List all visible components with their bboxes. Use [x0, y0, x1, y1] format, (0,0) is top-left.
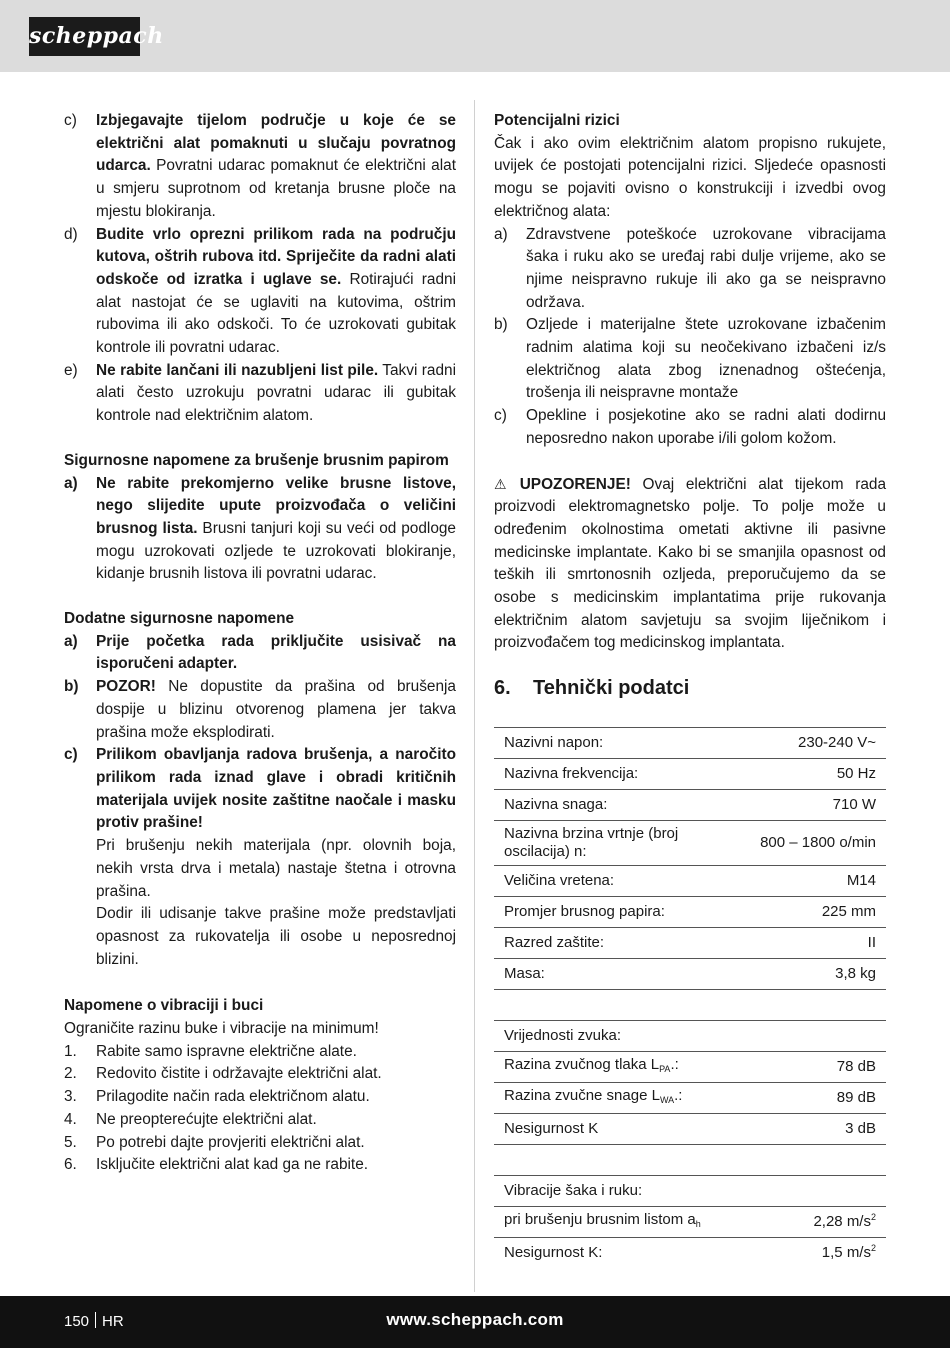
table-row: Masa: 3,8 kg: [494, 959, 886, 990]
warning-text: Ovaj električni alat tijekom rada proizvodi elektromagnetsko polje. To polje može u određenim okolnostima ometati aktivne ili pasivne medicinske implantate. Kako bi se smanjila opasnost od teških ili smrtonosnih ozljeda, preporučujemo da se osobe s medicinskim implantatima prije rukovanja električnim alatom savjetuju sa svojim liječnikom i proizvođačem tog medicinskog implantata.: [494, 475, 886, 652]
item-text: Dodir ili udisanje takve prašine može predstavljati opasnost za rukovatelja ili osobe u neposrednoj blizini.: [96, 905, 456, 968]
website-link[interactable]: www.scheppach.com: [386, 1310, 564, 1329]
list-item: b) Ozljede i materijalne štete uzrokovane izbačenim radnim alatima koji su neočekivano izbačeni iz/s električnog alata zbog iznenadnog oštećenja, trošenja ili neispravne montaže: [494, 316, 886, 402]
list-item: 6. Isključite električni alat kad ga ne rabite.: [64, 1156, 369, 1174]
table-row: Nesigurnost K 3 dB: [494, 1114, 886, 1145]
item-text: Povratni udarac pomaknut će električni alat u smjeru suprotnom od kretanja brusne ploče na mjestu blokiranja.: [96, 157, 456, 220]
spec-table: [494, 727, 886, 990]
list-item: 5. Po potrebi dajte provjeriti električni alat.: [64, 1133, 365, 1151]
item-label: b): [64, 678, 79, 696]
item-text: Rotirajući radni alat nastojat će se uglaviti na kutovima, oštrim rubovima ili ako odskoči. To će uzrokovati gubitak kontrole ili povratni udarac.: [96, 270, 456, 357]
table-row: Vibracije šaka i ruku:: [494, 1176, 886, 1207]
item-label: a): [64, 474, 78, 492]
item-label: c): [64, 112, 77, 129]
column-divider: [474, 100, 475, 1292]
section-title: 6. Tehnički podatci: [494, 677, 690, 700]
list-item: [64, 360, 456, 428]
page-number: 150 HR: [64, 1313, 124, 1330]
table-row: Nazivni napon: 230-240 V~: [494, 728, 886, 759]
item-text: Ne dopustite da prašina od brušenja dospije u blizinu otvorenog plamena jer takva prašina može eksplodirati.: [96, 678, 456, 741]
table-row: Veličina vretena: M14: [494, 866, 886, 897]
item-label: c): [64, 746, 78, 764]
item-text: Pri brušenju nekih materijala (npr. olovnih boja, nekih vrsta drva i metala) nastaje štetna i otrovna prašina.: [96, 837, 456, 900]
table-row: Nazivna frekvencija: 50 Hz: [494, 759, 886, 790]
vibration-table: [494, 1175, 886, 1269]
item-bold-text: Ne rabite prekomjerno velike brusne listove, nego slijedite upute proizvođača o veličini brusnog lista.: [96, 474, 456, 537]
item-bold-text: Izbjegavajte tijelom područje u koje će se električni alat pomaknuti u slučaju povratnog udarca.: [96, 112, 456, 175]
extra-safety-heading: Dodatne sigurnosne napomene: [64, 610, 295, 628]
item-bold-text: Prije početka rada priključite usisivač na isporučeni adapter.: [96, 632, 456, 673]
item-bold-text: Budite vrlo oprezni prilikom rada na području kutova, oštrih rubova itd. Spriječite da radni alati odskoče od izratka i uglave se.: [96, 225, 456, 288]
list-item: [64, 473, 456, 587]
sound-table: [494, 1020, 886, 1145]
sanding-heading: Sigurnosne napomene za brušenje brusnim papirom: [64, 451, 449, 469]
table-row: Nazivna snaga: 710 W: [494, 790, 886, 821]
right-column: [494, 110, 886, 1269]
list-item: a) Zdravstvene poteškoće uzrokovane vibracijama šaka i ruku ako se uređaj rabi dulje vrijeme, ako se njime neispravno rukuje ili ako ga se neispravno održava.: [494, 225, 886, 311]
list-item: 3. Prilagodite način rada električnom alatu.: [64, 1088, 370, 1106]
table-row: Nazivna brzina vrtnje (broj oscilacija) n: 800 – 1800 o/min: [494, 821, 886, 866]
vibration-list: [64, 1041, 456, 1177]
item-label: a): [64, 632, 78, 650]
list-item: [64, 631, 456, 676]
table-row: Vrijednosti zvuka:: [494, 1021, 886, 1052]
item-bold-text: POZOR!: [96, 678, 156, 696]
risk-intro: Čak i ako ovim električnim alatom propisno rukujete, uvijek će postojati potencijalni rizici. Sljedeće opasnosti mogu se pojaviti ovisno o konstrukciji i izvedbi ovog električnog alata:: [494, 134, 886, 220]
warning-icon: ⚠: [494, 475, 507, 492]
table-row: Promjer brusnog papira: 225 mm: [494, 897, 886, 928]
item-text: Takvi radni alati često uzrokuju povratni udarac ili gubitak kontrole nad električnim alatom.: [96, 361, 456, 425]
item-bold-text: Prilikom obavljanja radova brušenja, a naročito prilikom rada iznad glave i obradi kritičnih materijala uvijek nosite zaštitne naočale i masku protiv prašine!: [96, 746, 456, 832]
list-item: [64, 110, 456, 224]
scheppach-logo: scheppach: [29, 17, 140, 56]
list-item: 2. Redovito čistite i održavajte električni alat.: [64, 1065, 382, 1083]
warning-label: UPOZORENJE!: [519, 475, 631, 493]
list-item: 4. Ne preopterećujte električni alat.: [64, 1110, 317, 1128]
table-row: Razina zvučne snage $L_{WA}$.: 89 dB: [494, 1083, 886, 1114]
vibration-notes-heading: Napomene o vibraciji i buci: [64, 997, 264, 1015]
list-item: [64, 224, 456, 360]
warning-paragraph: [494, 473, 886, 656]
vibration-intro: Ograničite razinu buke i vibracije na minimum!: [64, 1020, 379, 1038]
item-label: e): [64, 361, 78, 379]
list-item: 1. Rabite samo ispravne električne alate.: [64, 1042, 357, 1060]
page-header: [0, 0, 950, 72]
page-footer: [0, 1296, 950, 1348]
list-item: [64, 676, 456, 744]
table-row: Nesigurnost K: 1,5 $m/s^2$: [504, 1243, 876, 1262]
item-label: d): [64, 225, 78, 243]
left-column: [64, 110, 456, 1177]
risk-heading: Potencijalni rizici: [494, 112, 620, 129]
list-item: [64, 744, 456, 971]
table-row: Razina zvučnog tlaka $L_{PA}$.: 78 dB: [494, 1052, 886, 1083]
item-text: Brusni tanjuri koji su veći od podloge mogu uzrokovati ozljede te uzrokovati blokiranje, kidanje brusnih listova ili povratni udarac.: [96, 519, 456, 583]
table-row: pri brušenju brusnim listom $a_h$ 2,28 $m/s^2$: [494, 1207, 886, 1238]
table-row: Razred zaštite: II: [494, 928, 886, 959]
item-bold-text: Ne rabite lančani ili nazubljeni list pile.: [96, 361, 379, 379]
list-item: c) Opekline i posjekotine ako se radni alati dodirnu neposredno nakon uporabe i/ili golom kožom.: [494, 407, 886, 447]
